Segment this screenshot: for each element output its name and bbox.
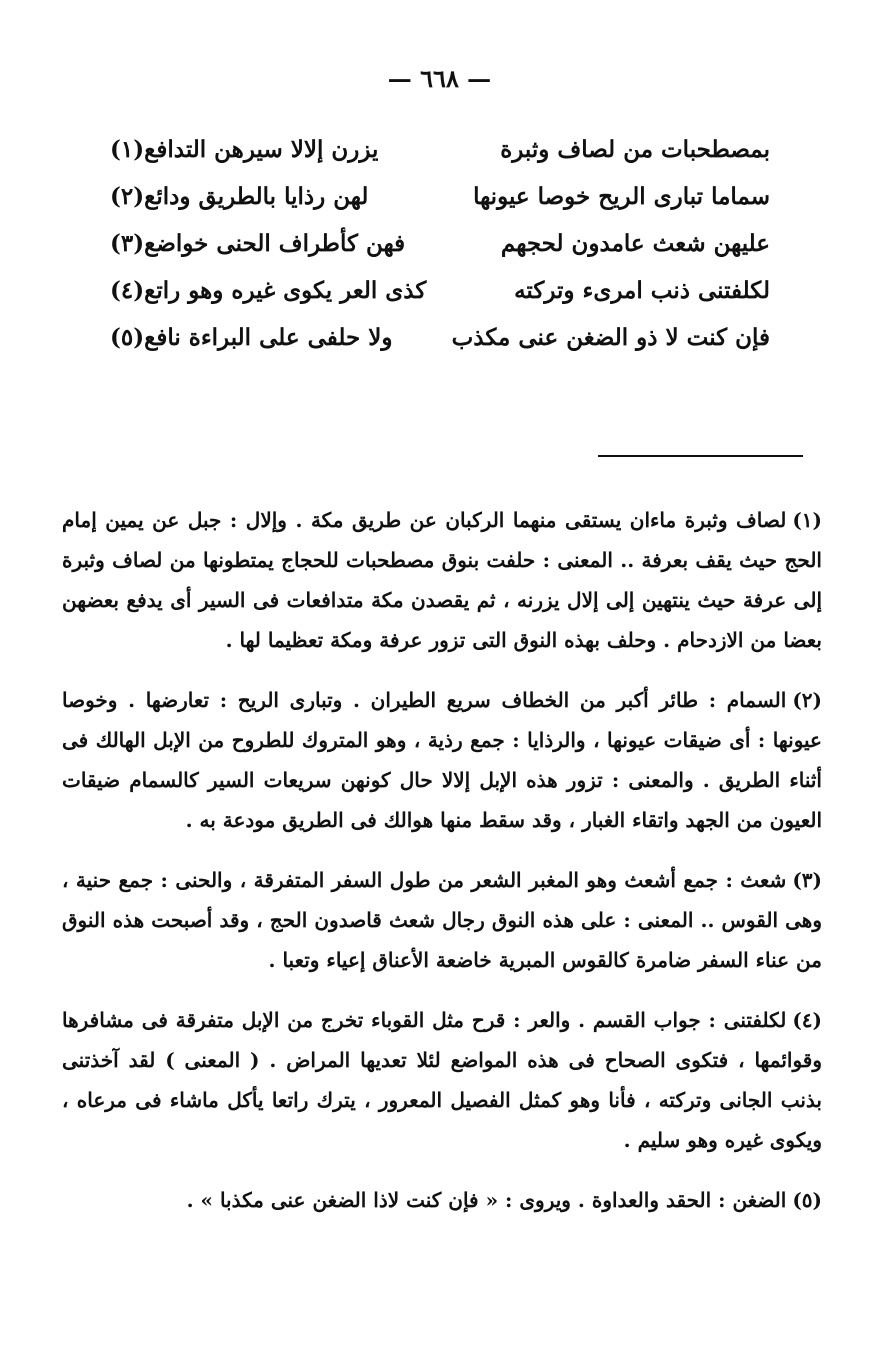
footnote [62,860,822,980]
verse [110,173,770,220]
footnote-number: (٤) [792,1008,822,1032]
verse [110,267,770,314]
verse-first-hemistich: لكلفتنى ذنب امرىء وتركته [514,277,770,304]
verse-second-hemistich: كذى العر يكوى غيره وهو راتع(٤) [110,277,427,304]
footnote [62,680,822,840]
footnote [62,1180,822,1220]
verse-first-hemistich: عليهن شعث عامدون لحجهم [500,230,770,257]
footnote-text: لكلفتنى : جواب القسم . والعر : قرح مثل القوباء تخرج من الإبل متفرقة فى مشافرها وقوائمها ، فتكوى الصحاح فى هذه المواضع لئلا تعديها المراض . ( المعنى ) لقد آخذتنى بذنب الجانى وتركته ، فأنا وهو كمثل الفصيل المعرور ، يترك راتعا يأكل ماشاء فى مرعاه ، ويكوى غيره وهو سليم . [62,1008,822,1152]
verse [110,314,770,361]
verse-first-hemistich: سماما تبارى الريح خوصا عيونها [473,183,770,210]
verse [110,220,770,267]
footnote-text: شعث : جمع أشعث وهو المغبر الشعر من طول السفر المتفرقة ، والحنى : جمع حنية ، وهى القوس .. المعنى : على هذه النوق رجال شعث قاصدون الحج ، وقد أصبحت هذه النوق من عناء السفر ضامرة كالقوس المبرية خاضعة الأعناق إعياء وتعبا . [62,868,822,972]
verse-second-hemistich: لهن رذايا بالطريق ودائع(٢) [110,183,369,210]
footnote-number: (٣) [792,868,822,892]
footnote-text: السمام : طائر أكبر من الخطاف سريع الطيران . وتبارى الريح : تعارضها . وخوصا عيونها : أى ضيقات عيونها ، والرذايا : جمع رذية ، وهو المتروك للطروح من الإبل الهالك فى أثناء الطريق . والمعنى : تزور هذه الإبل إلالا حال كونهن سريعات السير كالسمام ضيقات العيون من الجهد واتقاء الغبار ، وقد سقط منها هوالك فى الطريق مودعة به . [62,688,822,832]
footnote-text: لصاف وثبرة ماءان يستقى منهما الركبان عن طريق مكة . وإلال : جبل عن يمين إمام الحج حيث يقف بعرفة .. المعنى : حلفت بنوق مصطحبات للحجاج يمتطونها من لصاف وثبرة إلى عرفة حيث ينتهين إلى إلال يزرنه ، ثم يقصدن مكة متدافعات فى السير أى يدفع بعضهن بعضا من الازدحام . وحلف بهذه النوق التى تزور عرفة ومكة تعظيما لها . [62,508,822,652]
footnote [62,1000,822,1160]
verse-first-hemistich: فإن كنت لا ذو الضغن عنى مكذب [451,324,770,351]
footnotes [62,480,822,1226]
poem [110,126,770,361]
verse-second-hemistich: يزرن إلالا سيرهن التدافع(١) [110,136,379,163]
verse-second-hemistich: فهن كأطراف الحنى خواضع(٣) [110,230,406,257]
footnote-number: (١) [792,508,822,532]
footnote-text: الضغن : الحقد والعداوة . ويروى : « فإن كنت لاذا الضغن عنى مكذبا » . [186,1188,787,1212]
footnote-number: (٢) [792,688,822,712]
verse [110,126,770,173]
page-number: — ٦٦٨ — [387,64,492,93]
verse-second-hemistich: ولا حلفى على البراءة نافع(٥) [110,324,393,351]
verse-first-hemistich: بمصطحبات من لصاف وثبرة [500,136,770,163]
footnote-number: (٥) [792,1188,822,1212]
footnote [62,500,822,660]
footnote-divider [598,455,803,457]
